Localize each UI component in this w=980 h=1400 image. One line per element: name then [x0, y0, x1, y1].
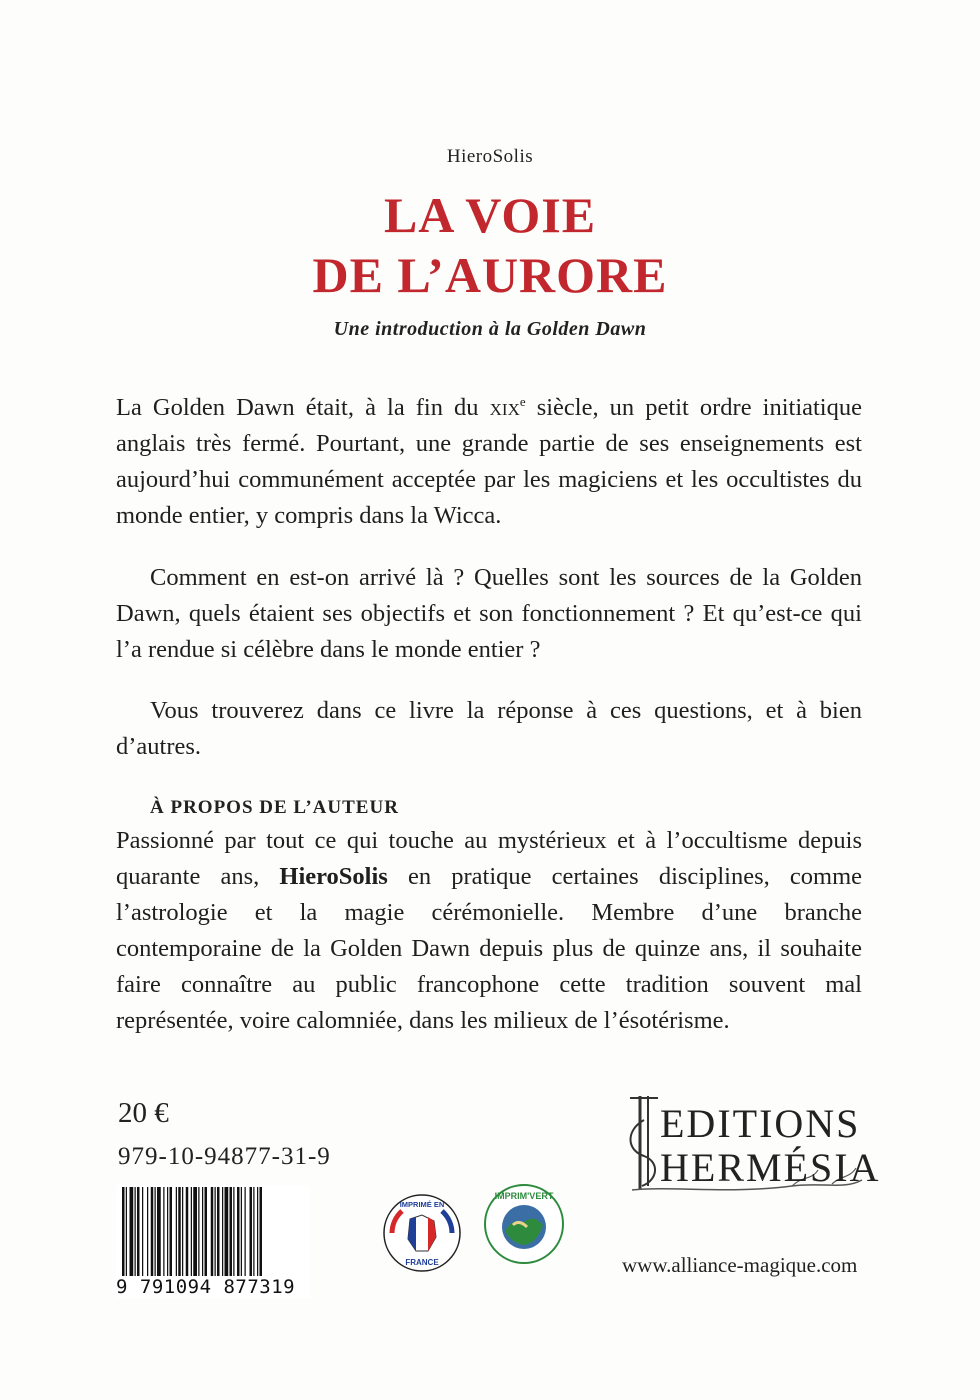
barcode-bar [230, 1187, 233, 1277]
imprim-vert-logo [483, 1183, 565, 1265]
logo-france-top-text: IMPRIMÉ EN [399, 1200, 445, 1209]
blurb-paragraph-3: Vous trouverez dans ce livre la réponse à ces questions, et à bien d’autres. [116, 697, 862, 760]
barcode-digits: 9 791094 877319 [116, 1276, 310, 1298]
barcode-bar [250, 1187, 253, 1277]
barcode-bar [142, 1187, 143, 1277]
barcode-bar [198, 1187, 199, 1277]
barcode-bar [178, 1187, 181, 1277]
publisher-name-line-2: HERMÉSIA [660, 1145, 881, 1190]
barcode-bar [126, 1187, 127, 1277]
about-text: en pratique certaines disciplines, comme l’astrologie et la magie cérémonielle. Membre d’une branche contemporaine de la Golden Dawn depuis plus de quinze ans, il souhaite faire connaître au public francophone cette tradition souvent mal représentée, voire calomniée, dans les milieux de l’ésotérisme. [116, 863, 862, 1034]
barcode-bar [191, 1187, 192, 1277]
about-author-heading: À PROPOS DE L’AUTEUR [150, 797, 399, 818]
author-name: HieroSolis [446, 146, 534, 167]
barcode-bar [122, 1187, 125, 1277]
barcode-bar [151, 1187, 154, 1277]
barcode-bar [205, 1187, 208, 1277]
barcode-bar [253, 1187, 254, 1277]
barcode-bar [257, 1187, 258, 1277]
about-text: Passionné par tout ce qui touche au mystérieux et à l’occultisme depuis quarante ans, [116, 827, 862, 890]
century-numeral: xix [489, 394, 520, 422]
book-title-line-2: DE L’AURORE [312, 247, 668, 303]
book-title-line-1: LA VOIE [383, 187, 597, 243]
barcode-bar [163, 1187, 164, 1277]
about-author-paragraph [116, 823, 862, 1039]
barcode-bar [167, 1187, 168, 1277]
barcode-bar [137, 1187, 140, 1277]
publisher-website: www.alliance-magique.com [622, 1253, 858, 1277]
barcode-bar [176, 1187, 177, 1277]
isbn: 979-10-94877-31-9 [118, 1143, 331, 1170]
logo-france-bottom-text: FRANCE [405, 1258, 439, 1267]
imprimvert-text: IMPRIM'VERT [494, 1191, 554, 1201]
barcode-bar [193, 1187, 197, 1277]
blurb-paragraph-1 [116, 384, 862, 534]
barcode-bar [222, 1187, 223, 1277]
blurb-text: siècle, un petit ordre initiatique anglais très fermé. Pourtant, une grande partie de ses enseignements est aujourd’hui communément acceptée par les magiciens et les occultistes du monde entier, y compris dans la Wicca. [116, 394, 862, 530]
publisher-logo [612, 1090, 881, 1200]
publisher-name-line-1: EDITIONS [660, 1101, 861, 1146]
price: 20 € [118, 1097, 169, 1129]
barcode-bar [245, 1187, 246, 1277]
barcode-bar [217, 1187, 220, 1277]
barcode-bar [170, 1187, 173, 1277]
barcode-bar [241, 1187, 242, 1277]
barcode-bar [135, 1187, 136, 1277]
barcode-bar [147, 1187, 148, 1277]
barcode-bar [237, 1187, 240, 1277]
barcode-bar [186, 1187, 189, 1277]
blurb-paragraph-2: Comment en est-on arrivé là ? Quelles sont les sources de la Golden Dawn, quels étaient ses objectifs et son fonctionnement ? Et qu’est-ce qui l’a rendue si célèbre dans le monde entier ? [116, 564, 862, 663]
barcode-bar [157, 1187, 161, 1277]
barcode-bar [130, 1187, 134, 1277]
barcode-bar [155, 1187, 156, 1277]
blurb-text: La Golden Dawn était, à la fin du [116, 394, 490, 422]
imprime-en-france-logo [382, 1193, 462, 1273]
barcode-bar [182, 1187, 183, 1277]
barcode-bar [225, 1187, 229, 1277]
barcode-bar [202, 1187, 203, 1277]
barcode-bar [233, 1187, 234, 1277]
barcode-bar [260, 1187, 263, 1277]
barcode-bar [215, 1187, 216, 1277]
book-subtitle: Une introduction à la Golden Dawn [333, 318, 647, 340]
century-superscript: e [519, 394, 526, 409]
author-name-bold: HieroSolis [279, 863, 388, 890]
barcode-bar [211, 1187, 214, 1277]
